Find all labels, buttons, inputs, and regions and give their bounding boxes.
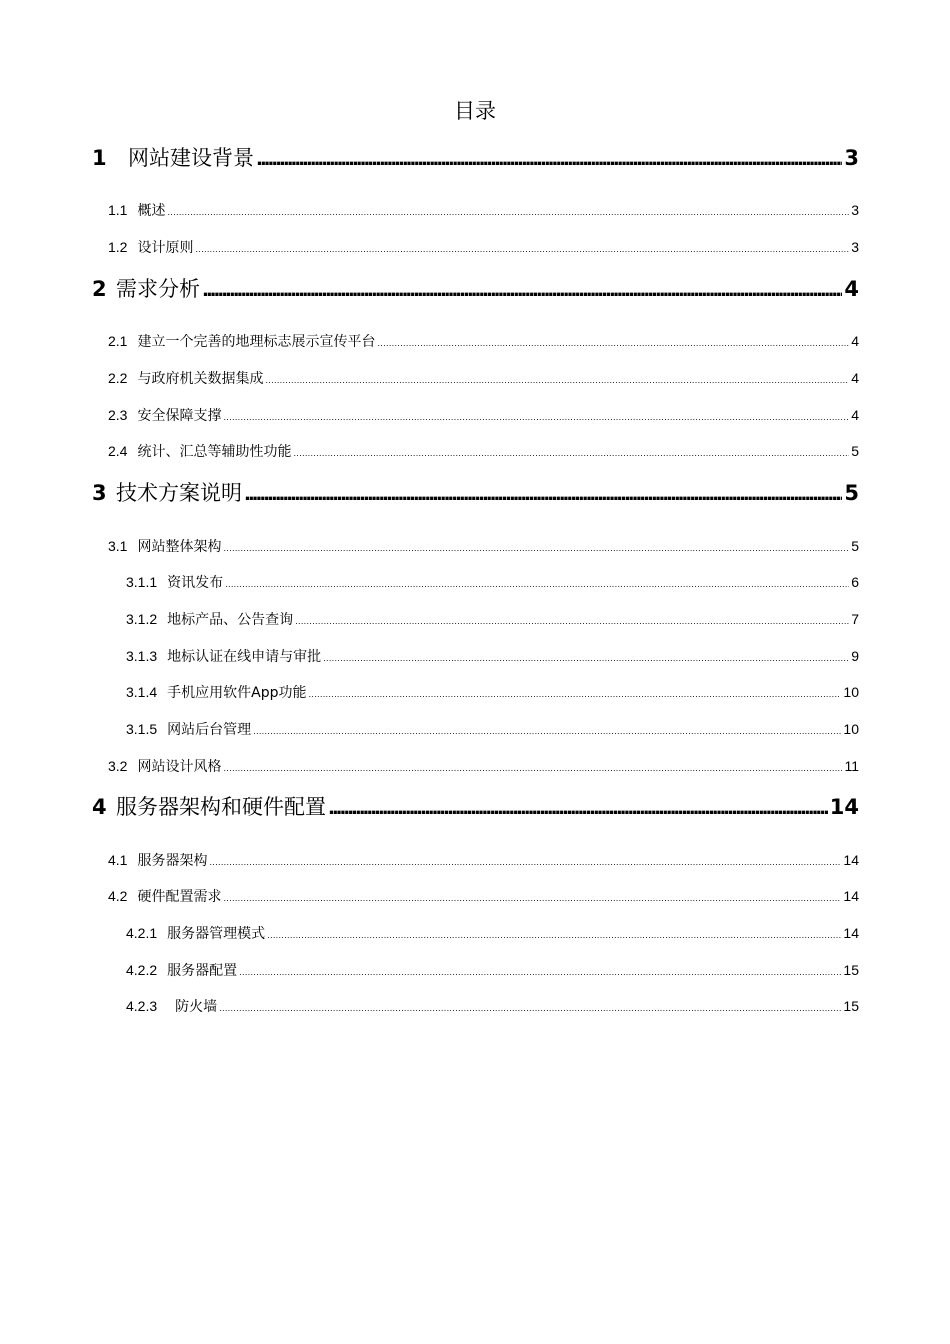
dot-leader — [209, 853, 841, 873]
toc-entry-number: 4.2.3 — [126, 998, 158, 1014]
toc-entry-text: 防火墙 — [175, 999, 218, 1015]
toc-entry-number: 1 — [92, 146, 107, 170]
toc-title: 目录 — [454, 99, 496, 123]
toc-entry-page: 6 — [851, 574, 859, 590]
dot-leader — [244, 481, 842, 509]
toc-entry-3-1-5[interactable] — [126, 719, 859, 742]
toc-entry-page: 10 — [843, 684, 859, 700]
toc-entry-3-1-4[interactable] — [126, 682, 859, 705]
toc-entry-number: 4.1 — [108, 852, 128, 868]
toc-entry-page: 4 — [844, 277, 859, 301]
toc-entry-number: 2.4 — [108, 443, 128, 459]
toc-entry-number: 2 — [92, 277, 107, 301]
toc-entry-text: 服务器管理模式 — [167, 926, 266, 942]
dot-leader — [167, 203, 849, 223]
toc-entry-page: 5 — [844, 481, 859, 505]
toc-entry-text: 网站后台管理 — [167, 722, 252, 738]
toc-entry-4[interactable] — [92, 793, 859, 823]
toc-entry-text: 网站建设背景 — [128, 146, 254, 170]
toc-entry-4-2-2[interactable] — [126, 960, 859, 983]
dot-leader — [239, 963, 841, 983]
toc-entry-page: 14 — [843, 852, 859, 868]
dot-leader — [223, 889, 841, 909]
dot-leader — [267, 926, 841, 946]
toc-entry-page: 7 — [851, 611, 859, 627]
toc-entry-text: 服务器配置 — [167, 963, 238, 979]
toc-entry-text: 与政府机关数据集成 — [137, 371, 264, 387]
toc-entry-text: 设计原则 — [137, 240, 194, 256]
toc-entry-4-1[interactable] — [108, 850, 859, 873]
toc-entry-text: 统计、汇总等辅助性功能 — [137, 444, 292, 460]
toc-entry-number: 3.1 — [108, 538, 128, 554]
toc-entry-4-2[interactable] — [108, 886, 859, 909]
dot-leader — [295, 612, 849, 632]
dot-leader — [223, 759, 842, 779]
toc-entry-number: 4.2.2 — [126, 962, 158, 978]
toc-entry-page: 3 — [851, 239, 859, 255]
toc-entry-3-2[interactable] — [108, 756, 859, 779]
toc-entry-page: 3 — [844, 146, 859, 170]
toc-entry-text: 地标产品、公告查询 — [167, 612, 294, 628]
toc-entry-1-1[interactable] — [108, 200, 859, 223]
toc-entry-page: 14 — [843, 925, 859, 941]
toc-entry-2-1[interactable] — [108, 331, 859, 354]
toc-entry-text: 服务器架构和硬件配置 — [116, 795, 326, 819]
toc-entry-text: 手机应用软件App功能 — [167, 685, 307, 701]
toc-entry-text: 安全保障支撑 — [137, 408, 222, 424]
toc-entry-text: 地标认证在线申请与审批 — [167, 649, 322, 665]
toc-entry-3-1-3[interactable] — [126, 646, 859, 669]
toc-entry-number: 1.1 — [108, 202, 128, 218]
toc-entry-text: 技术方案说明 — [116, 481, 242, 505]
toc-entry-number: 1.2 — [108, 239, 128, 255]
dot-leader — [225, 575, 849, 595]
toc-entry-text: 概述 — [137, 203, 166, 219]
toc-entry-number: 4.2 — [108, 888, 128, 904]
toc-entry-2[interactable] — [92, 275, 859, 305]
toc-entry-number: 3.1.1 — [126, 574, 158, 590]
toc-entry-page: 14 — [829, 795, 859, 819]
dot-leader — [219, 999, 841, 1019]
toc-entry-page: 5 — [851, 443, 859, 459]
toc-entry-1-2[interactable] — [108, 237, 859, 260]
toc-entry-page: 14 — [843, 888, 859, 904]
dot-leader — [223, 408, 849, 428]
dot-leader — [323, 649, 849, 669]
toc-entry-2-2[interactable] — [108, 368, 859, 391]
toc-entry-number: 2.3 — [108, 407, 128, 423]
toc-entry-page: 4 — [851, 407, 859, 423]
toc-entry-page: 9 — [851, 648, 859, 664]
toc-entry-page: 5 — [851, 538, 859, 554]
dot-leader — [202, 277, 842, 305]
toc-entry-number: 3.1.5 — [126, 721, 158, 737]
dot-leader — [253, 722, 841, 742]
toc-entry-number: 2.1 — [108, 333, 128, 349]
toc-entry-number: 4 — [92, 795, 107, 819]
toc-entry-4-2-3[interactable] — [126, 996, 859, 1019]
toc-entry-3[interactable] — [92, 479, 859, 509]
toc-entry-page: 11 — [844, 758, 859, 774]
dot-leader — [265, 371, 849, 391]
toc-entry-text: 硬件配置需求 — [137, 889, 222, 905]
dot-leader — [293, 444, 849, 464]
toc-entry-text: 网站设计风格 — [137, 759, 222, 775]
toc-entry-number: 2.2 — [108, 370, 128, 386]
toc-entry-2-4[interactable] — [108, 441, 859, 464]
toc-entry-2-3[interactable] — [108, 405, 859, 428]
toc-entry-text: 建立一个完善的地理标志展示宣传平台 — [137, 334, 376, 350]
toc-entry-number: 3.2 — [108, 758, 128, 774]
toc-entry-page: 3 — [851, 202, 859, 218]
toc-entry-3-1-1[interactable] — [126, 572, 859, 595]
toc-entry-page: 4 — [851, 370, 859, 386]
dot-leader — [328, 795, 828, 823]
toc-entry-number: 3.1.3 — [126, 648, 158, 664]
toc-entry-number: 3.1.2 — [126, 611, 158, 627]
toc-entry-text: 资讯发布 — [167, 575, 224, 591]
toc-entry-text: 服务器架构 — [137, 853, 208, 869]
toc-entry-3-1-2[interactable] — [126, 609, 859, 632]
toc-entry-text: 网站整体架构 — [137, 539, 222, 555]
dot-leader — [223, 539, 849, 559]
toc-entry-page: 15 — [843, 998, 859, 1014]
toc-entry-page: 10 — [843, 721, 859, 737]
toc-entry-page: 15 — [843, 962, 859, 978]
toc-entry-1[interactable] — [92, 144, 859, 174]
dot-leader — [309, 685, 842, 705]
toc-entry-number: 3.1.4 — [126, 684, 158, 700]
toc-entry-3-1[interactable] — [108, 536, 859, 559]
dot-leader — [377, 334, 849, 354]
dot-leader — [256, 146, 842, 174]
toc-entry-text: 需求分析 — [116, 277, 200, 301]
toc-entry-number: 3 — [92, 481, 107, 505]
toc-entry-4-2-1[interactable] — [126, 923, 859, 946]
dot-leader — [195, 240, 849, 260]
toc-entry-page: 4 — [851, 333, 859, 349]
toc-entry-number: 4.2.1 — [126, 925, 158, 941]
